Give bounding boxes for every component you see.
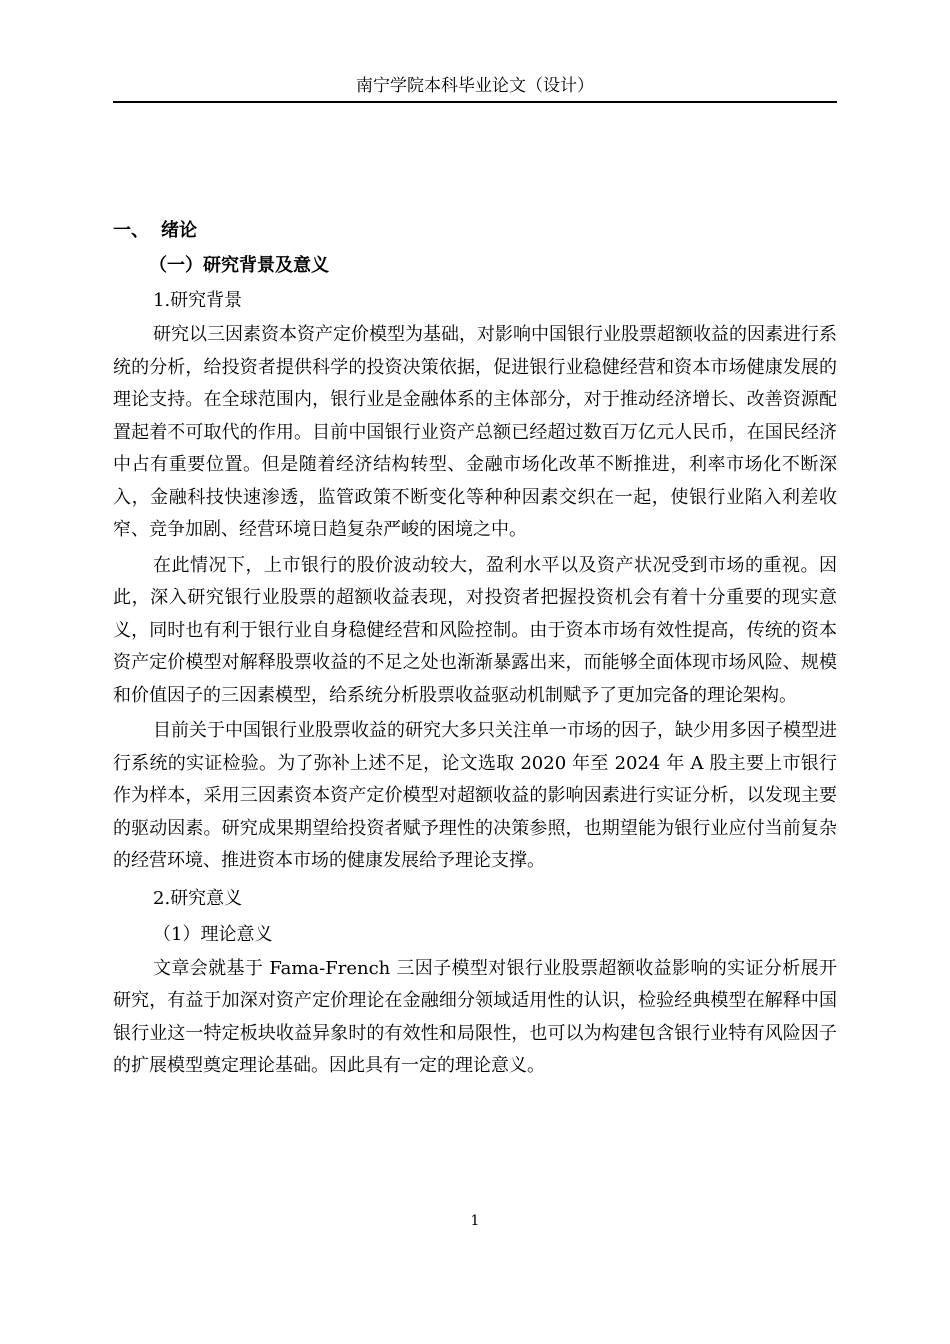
section-title: 绪论 [161,220,197,241]
theoretical-significance-paragraph: 文章会就基于 Fama-French 三因子模型对银行业股票超额收益影响的实证分析展开研究，有益于加深对资产定价理论在金融细分领域适用性的认识，检验经典模型在解释中国银行业这一特定板块收益异象时的有效性和局限性，也可以为构建包含银行业特有风险因子的扩展模型奠定理论基础。因此具有一定的理论意义。 [113,957,837,1076]
theoretical-significance-heading: （1）理论意义 [153,923,273,945]
background-paragraph-1: 研究以三因素资本资产定价模型为基础，对影响中国银行业股票超额收益的因素进行系统的分析，给投资者提供科学的投资决策依据，促进银行业稳健经营和资本市场健康发展的理论支持。在全球范围内，银行业是金融体系的主体部分，对于推动经济增长、改善资源配置起着不可取代的作用。目前中国银行业资产总额已经超过数百万亿元人民币，在国民经济中占有重要位置。但是随着经济结构转型、金融市场化改革不断推进，利率市场化不断深入，金融科技快速渗透，监管政策不断变化等种种因素交织在一起，使银行业陷入利差收窄、竞争加剧、经营环境日趋复杂严峻的困境之中。 [113,324,837,540]
significance-heading: 2.研究意义 [153,887,243,909]
background-paragraph-2: 在此情况下，上市银行的股价波动较大，盈利水平以及资产状况受到市场的重视。因此，深入研究银行业股票的超额收益表现，对投资者把握投资机会有着十分重要的现实意义，同时也有利于银行业自身稳健经营和风险控制。由于资本市场有效性提高，传统的资本资产定价模型对解释股票收益的不足之处也渐渐暴露出来，而能够全面体现市场风险、规模和价值因子的三因素模型，给系统分析股票收益驱动机制赋予了更加完备的理论架构。 [113,554,837,706]
running-header: 南宁学院本科毕业论文（设计） [356,76,594,96]
section-heading [113,212,837,249]
header-rule [113,101,837,103]
body-content [113,212,837,1086]
page-number: 1 [470,1213,480,1229]
subsection-heading: （一）研究背景及意义 [149,255,329,276]
background-heading: 1.研究背景 [153,290,243,311]
background-paragraph-3: 目前关于中国银行业股票收益的研究大多只关注单一市场的因子，缺少用多因子模型进行系统的实证检验。为了弥补上述不足，论文选取 2020 年至 2024 年 A 股主要上市银行作为样本，采用三因素资本资产定价模型对超额收益的影响因素进行实证分析，以发现主要的驱动因素。研究成果期望给投资者赋予理性的决策参照，也期望能为银行业应付当前复杂的经营环境、推进资本市场的健康发展给予理论支撑。 [113,720,837,871]
section-number: 一、 [113,220,149,241]
